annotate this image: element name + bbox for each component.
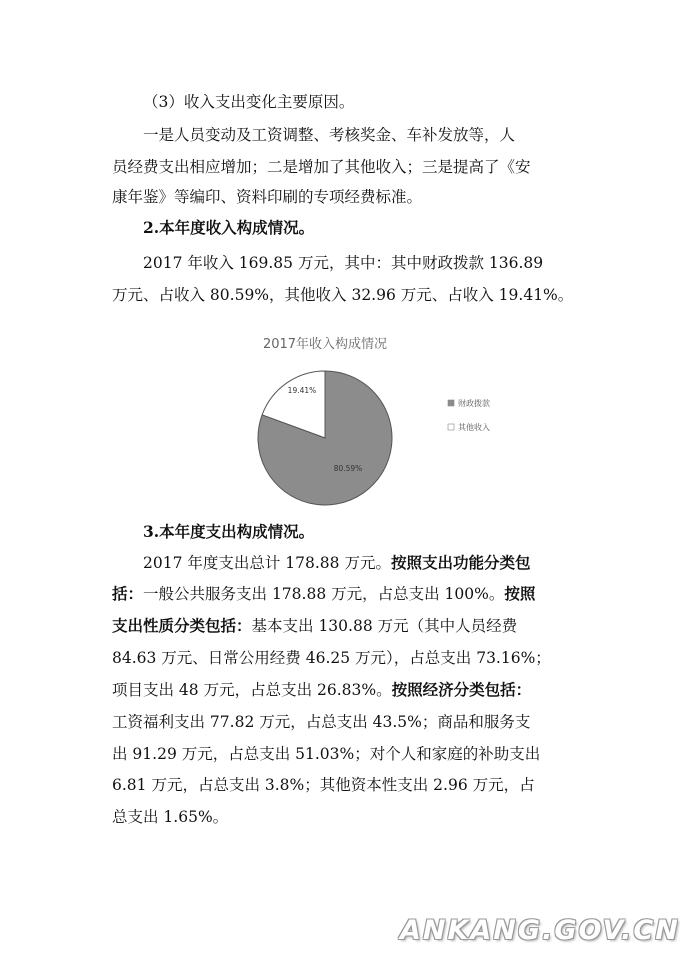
text-line bbox=[112, 744, 540, 764]
text-line bbox=[112, 157, 531, 177]
bold-text: 2.本年度收入构成情况。 bbox=[143, 218, 315, 237]
text-segment: 出 91.29 万元，占总支出 51.03%；对个人和家庭的补助支出 bbox=[112, 745, 541, 763]
text-segment: 康年鉴》等编印、资料印刷的专项经费标准。 bbox=[112, 188, 423, 206]
bold-text: 按照 bbox=[504, 584, 536, 603]
text-line bbox=[143, 522, 314, 542]
text-line bbox=[143, 218, 314, 238]
text-segment: 员经费支出相应增加；二是增加了其他收入；三是提高了《安 bbox=[112, 158, 531, 176]
text-line bbox=[112, 187, 422, 207]
text-line bbox=[143, 125, 515, 145]
text-segment: 万元、占收入 80.59%，其他收入 32.96 万元、占收入 19.41%。 bbox=[112, 286, 574, 304]
text-line bbox=[112, 616, 517, 636]
legend-swatch bbox=[448, 400, 454, 406]
bold-text: 括： bbox=[112, 584, 144, 603]
bold-text: 支出性质分类包括： bbox=[112, 616, 252, 635]
text-segment: （3）收入支出变化主要原因。 bbox=[143, 93, 355, 111]
pie-data-label: 80.59% bbox=[333, 463, 363, 473]
text-segment: 项目支出 48 万元，占总支出 26.83%。 bbox=[112, 681, 392, 699]
text-segment: 6.81 万元，占总支出 3.8%；其他资本性支出 2.96 万元，占 bbox=[112, 776, 535, 794]
legend-entry: 财政拨款 bbox=[458, 399, 490, 408]
bold-text: 按照经济分类包括： bbox=[391, 680, 532, 699]
text-line bbox=[112, 807, 228, 827]
chart-title: 2017年收入构成情况 bbox=[262, 337, 388, 352]
text-segment: 2017 年度支出总计 178.88 万元。 bbox=[143, 554, 391, 572]
text-line bbox=[112, 285, 573, 305]
text-segment: 84.63 万元、日常公用经费 46.25 万元），占总支出 73.16%； bbox=[112, 649, 551, 667]
text-line bbox=[112, 775, 535, 795]
text-line bbox=[112, 584, 535, 604]
legend-swatch bbox=[448, 424, 454, 430]
legend-entry: 其他收入 bbox=[458, 423, 490, 432]
text-line bbox=[112, 648, 551, 668]
text-segment: 工资福利支出 77.82 万元，占总支出 43.5%；商品和服务支 bbox=[112, 713, 531, 731]
text-line bbox=[112, 680, 531, 700]
text-segment: 2017 年收入 169.85 万元，其中：其中财政拨款 136.89 bbox=[143, 254, 544, 272]
text-line bbox=[143, 553, 530, 573]
bold-text: 3.本年度支出构成情况。 bbox=[143, 522, 315, 541]
income-pie-chart bbox=[230, 328, 530, 518]
pie-data-label: 19.41% bbox=[287, 386, 317, 396]
text-line bbox=[143, 253, 543, 273]
text-line bbox=[112, 712, 530, 732]
text-segment: 基本支出 130.88 万元（其中人员经费 bbox=[251, 617, 518, 635]
text-segment: 总支出 1.65%。 bbox=[112, 808, 229, 826]
text-segment: 一般公共服务支出 178.88 万元，占总支出 100%。 bbox=[143, 585, 505, 603]
text-line bbox=[143, 92, 354, 112]
text-segment: 一是人员变动及工资调整、考核奖金、车补发放等，人 bbox=[143, 126, 516, 144]
site-watermark: ANKANG.GOV.CN bbox=[400, 915, 680, 946]
bold-text: 按照支出功能分类包 bbox=[390, 553, 531, 572]
